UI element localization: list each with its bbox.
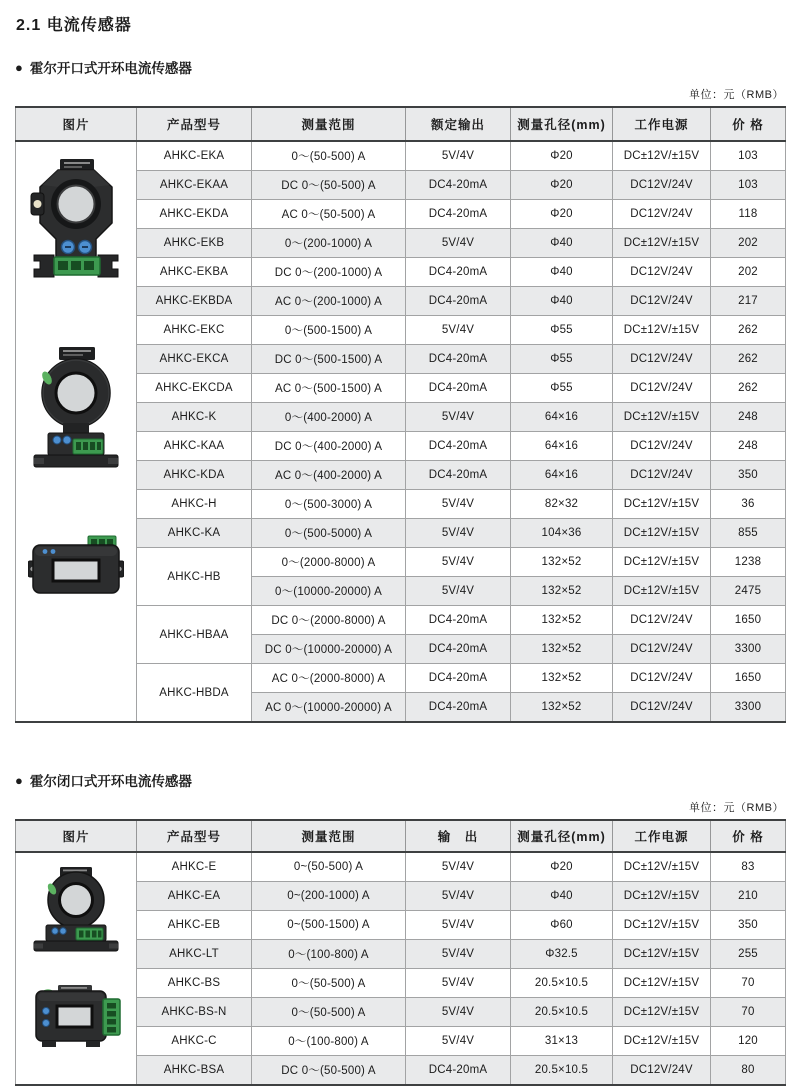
range-cell: 0～(200-1000) A [252,229,406,258]
product-photo-cell [16,141,137,722]
column-header: 测量范围 [252,107,406,141]
power-cell: DC±12V/±15V [613,403,711,432]
range-cell: 0～(500-5000) A [252,519,406,548]
aperture-cell: Φ32.5 [511,940,613,969]
range-cell: 0～(10000-20000) A [252,577,406,606]
power-cell: DC±12V/±15V [613,519,711,548]
price-cell: 248 [711,403,786,432]
output-cell: DC4-20mA [406,635,511,664]
output-cell: DC4-20mA [406,664,511,693]
price-cell: 83 [711,852,786,882]
range-cell: AC 0～(200-1000) A [252,287,406,316]
output-cell: 5V/4V [406,998,511,1027]
price-cell: 2475 [711,577,786,606]
output-cell: DC4-20mA [406,171,511,200]
price-cell: 1650 [711,606,786,635]
output-cell: 5V/4V [406,490,511,519]
output-cell: DC4-20mA [406,693,511,723]
power-cell: DC12V/24V [613,606,711,635]
output-cell: DC4-20mA [406,200,511,229]
section-closed-type [15,770,785,1086]
price-cell: 118 [711,200,786,229]
model-cell: AHKC-EKA [137,141,252,171]
range-cell: DC 0～(2000-8000) A [252,606,406,635]
power-cell: DC12V/24V [613,287,711,316]
range-cell: DC 0～(500-1500) A [252,345,406,374]
price-cell: 202 [711,258,786,287]
price-cell: 1238 [711,548,786,577]
rect-core-closed-sensor-photo [30,980,122,1050]
round-core-closed-sensor-photo [32,867,120,955]
power-cell: DC±12V/±15V [613,998,711,1027]
aperture-cell: Φ20 [511,141,613,171]
range-cell: 0~(50-500) A [252,852,406,882]
model-cell: AHKC-EKB [137,229,252,258]
output-cell: DC4-20mA [406,432,511,461]
column-header: 工作电源 [613,107,711,141]
range-cell: DC 0～(50-500) A [252,171,406,200]
output-cell: DC4-20mA [406,287,511,316]
header-row [16,820,786,852]
model-cell: AHKC-EKDA [137,200,252,229]
section-open-type [15,57,785,723]
range-cell: AC 0～(50-500) A [252,200,406,229]
range-cell: DC 0～(50-500) A [252,1056,406,1086]
aperture-cell: Φ20 [511,200,613,229]
output-cell: DC4-20mA [406,606,511,635]
model-cell: AHKC-EKBDA [137,287,252,316]
price-cell: 70 [711,969,786,998]
model-cell: AHKC-HBAA [137,606,252,664]
price-cell: 350 [711,461,786,490]
aperture-cell: 132×52 [511,577,613,606]
price-cell: 70 [711,998,786,1027]
model-cell: AHKC-H [137,490,252,519]
aperture-cell: Φ40 [511,287,613,316]
column-header: 图片 [16,107,137,141]
power-cell: DC±12V/±15V [613,852,711,882]
power-cell: DC±12V/±15V [613,316,711,345]
model-cell: AHKC-LT [137,940,252,969]
output-cell: 5V/4V [406,229,511,258]
output-cell: DC4-20mA [406,345,511,374]
price-cell: 80 [711,1056,786,1086]
range-cell: 0~(500-1500) A [252,911,406,940]
range-cell: 0～(100-800) A [252,1027,406,1056]
column-header: 输 出 [406,820,511,852]
price-cell: 248 [711,432,786,461]
power-cell: DC12V/24V [613,635,711,664]
range-cell: 0～(2000-8000) A [252,548,406,577]
section-heading-text: 霍尔闭口式开环电流传感器 [29,774,192,789]
range-cell: 0~(200-1000) A [252,882,406,911]
model-cell: AHKC-EKAA [137,171,252,200]
power-cell: DC±12V/±15V [613,490,711,519]
power-cell: DC±12V/±15V [613,1027,711,1056]
page-title: 2.1 电流传感器 [16,17,132,34]
aperture-cell: Φ60 [511,911,613,940]
price-cell: 217 [711,287,786,316]
power-cell: DC±12V/±15V [613,969,711,998]
output-cell: 5V/4V [406,882,511,911]
range-cell: 0～(500-3000) A [252,490,406,519]
price-cell: 36 [711,490,786,519]
range-cell: AC 0～(2000-8000) A [252,664,406,693]
power-cell: DC12V/24V [613,432,711,461]
price-cell: 3300 [711,635,786,664]
aperture-cell: 64×16 [511,403,613,432]
aperture-cell: 64×16 [511,432,613,461]
aperture-cell: 64×16 [511,461,613,490]
model-cell: AHKC-EKCA [137,345,252,374]
model-cell: AHKC-BS-N [137,998,252,1027]
power-cell: DC12V/24V [613,374,711,403]
table-row [16,141,786,171]
section-heading [15,57,785,77]
header-row [16,107,786,141]
power-cell: DC12V/24V [613,171,711,200]
price-cell: 120 [711,1027,786,1056]
aperture-cell: 20.5×10.5 [511,998,613,1027]
price-cell: 262 [711,374,786,403]
model-cell: AHKC-C [137,1027,252,1056]
output-cell: 5V/4V [406,1027,511,1056]
model-cell: AHKC-EA [137,882,252,911]
model-cell: AHKC-E [137,852,252,882]
price-cell: 103 [711,171,786,200]
power-cell: DC±12V/±15V [613,229,711,258]
price-cell: 855 [711,519,786,548]
price-cell: 3300 [711,693,786,723]
range-cell: DC 0～(10000-20000) A [252,635,406,664]
power-cell: DC12V/24V [613,345,711,374]
bullet-icon: ● [15,59,23,75]
model-cell: AHKC-EKCDA [137,374,252,403]
range-cell: AC 0～(10000-20000) A [252,693,406,723]
model-cell: AHKC-KA [137,519,252,548]
column-header: 图片 [16,820,137,852]
output-cell: 5V/4V [406,141,511,171]
column-header: 价 格 [711,107,786,141]
range-cell: DC 0～(200-1000) A [252,258,406,287]
section-heading-text: 霍尔开口式开环电流传感器 [29,61,192,76]
round-core-open-sensor-photo [31,347,121,477]
aperture-cell: Φ40 [511,229,613,258]
aperture-cell: Φ40 [511,258,613,287]
price-cell: 262 [711,345,786,374]
column-header: 测量孔径(mm) [511,820,613,852]
power-cell: DC12V/24V [613,693,711,723]
aperture-cell: 132×52 [511,635,613,664]
power-cell: DC±12V/±15V [613,911,711,940]
output-cell: 5V/4V [406,403,511,432]
model-cell: AHKC-BSA [137,1056,252,1086]
output-cell: 5V/4V [406,577,511,606]
aperture-cell: 132×52 [511,664,613,693]
unit-note: 单位：元（RMB） [689,89,784,101]
product-photo-cell [16,852,137,1085]
range-cell: DC 0～(400-2000) A [252,432,406,461]
power-cell: DC12V/24V [613,461,711,490]
price-cell: 202 [711,229,786,258]
model-cell: AHKC-KAA [137,432,252,461]
range-cell: AC 0～(400-2000) A [252,461,406,490]
column-header: 价 格 [711,820,786,852]
aperture-cell: Φ55 [511,345,613,374]
price-cell: 210 [711,882,786,911]
aperture-cell: Φ40 [511,882,613,911]
aperture-cell: 82×32 [511,490,613,519]
aperture-cell: Φ20 [511,171,613,200]
output-cell: 5V/4V [406,519,511,548]
output-cell: 5V/4V [406,940,511,969]
model-cell: AHKC-EKBA [137,258,252,287]
output-cell: 5V/4V [406,852,511,882]
power-cell: DC±12V/±15V [613,548,711,577]
power-cell: DC±12V/±15V [613,577,711,606]
model-cell: AHKC-KDA [137,461,252,490]
model-cell: AHKC-HBDA [137,664,252,723]
aperture-cell: 132×52 [511,548,613,577]
output-cell: DC4-20mA [406,461,511,490]
range-cell: 0～(500-1500) A [252,316,406,345]
aperture-cell: Φ55 [511,316,613,345]
power-cell: DC12V/24V [613,200,711,229]
power-cell: DC±12V/±15V [613,940,711,969]
range-cell: 0～(400-2000) A [252,403,406,432]
output-cell: 5V/4V [406,969,511,998]
model-cell: AHKC-K [137,403,252,432]
section-heading [15,770,785,790]
power-cell: DC12V/24V [613,1056,711,1086]
aperture-cell: 20.5×10.5 [511,1056,613,1086]
aperture-cell: 132×52 [511,693,613,723]
busbar-panel-sensor-photo [28,535,124,599]
range-cell: 0～(50-500) A [252,141,406,171]
closed-type-sensor-table [15,819,786,1086]
output-cell: 5V/4V [406,316,511,345]
aperture-cell: Φ20 [511,852,613,882]
aperture-cell: 104×36 [511,519,613,548]
table-row [16,852,786,882]
model-cell: AHKC-BS [137,969,252,998]
model-cell: AHKC-HB [137,548,252,606]
price-cell: 255 [711,940,786,969]
range-cell: AC 0～(500-1500) A [252,374,406,403]
column-header: 额定输出 [406,107,511,141]
column-header: 产品型号 [137,820,252,852]
power-cell: DC12V/24V [613,664,711,693]
range-cell: 0～(50-500) A [252,969,406,998]
range-cell: 0～(50-500) A [252,998,406,1027]
model-cell: AHKC-EB [137,911,252,940]
price-cell: 350 [711,911,786,940]
aperture-cell: 20.5×10.5 [511,969,613,998]
model-cell: AHKC-EKC [137,316,252,345]
column-header: 测量范围 [252,820,406,852]
output-cell: 5V/4V [406,911,511,940]
unit-note: 单位：元（RMB） [689,802,784,814]
output-cell: DC4-20mA [406,1056,511,1086]
power-cell: DC12V/24V [613,258,711,287]
column-header: 测量孔径(mm) [511,107,613,141]
split-core-open-sensor-photo [30,157,122,283]
open-type-sensor-table [15,106,786,723]
bullet-icon: ● [15,772,23,788]
price-cell: 262 [711,316,786,345]
column-header: 产品型号 [137,107,252,141]
price-cell: 1650 [711,664,786,693]
power-cell: DC±12V/±15V [613,882,711,911]
column-header: 工作电源 [613,820,711,852]
output-cell: DC4-20mA [406,374,511,403]
range-cell: 0～(100-800) A [252,940,406,969]
aperture-cell: 132×52 [511,606,613,635]
price-cell: 103 [711,141,786,171]
output-cell: DC4-20mA [406,258,511,287]
aperture-cell: 31×13 [511,1027,613,1056]
aperture-cell: Φ55 [511,374,613,403]
output-cell: 5V/4V [406,548,511,577]
power-cell: DC±12V/±15V [613,141,711,171]
